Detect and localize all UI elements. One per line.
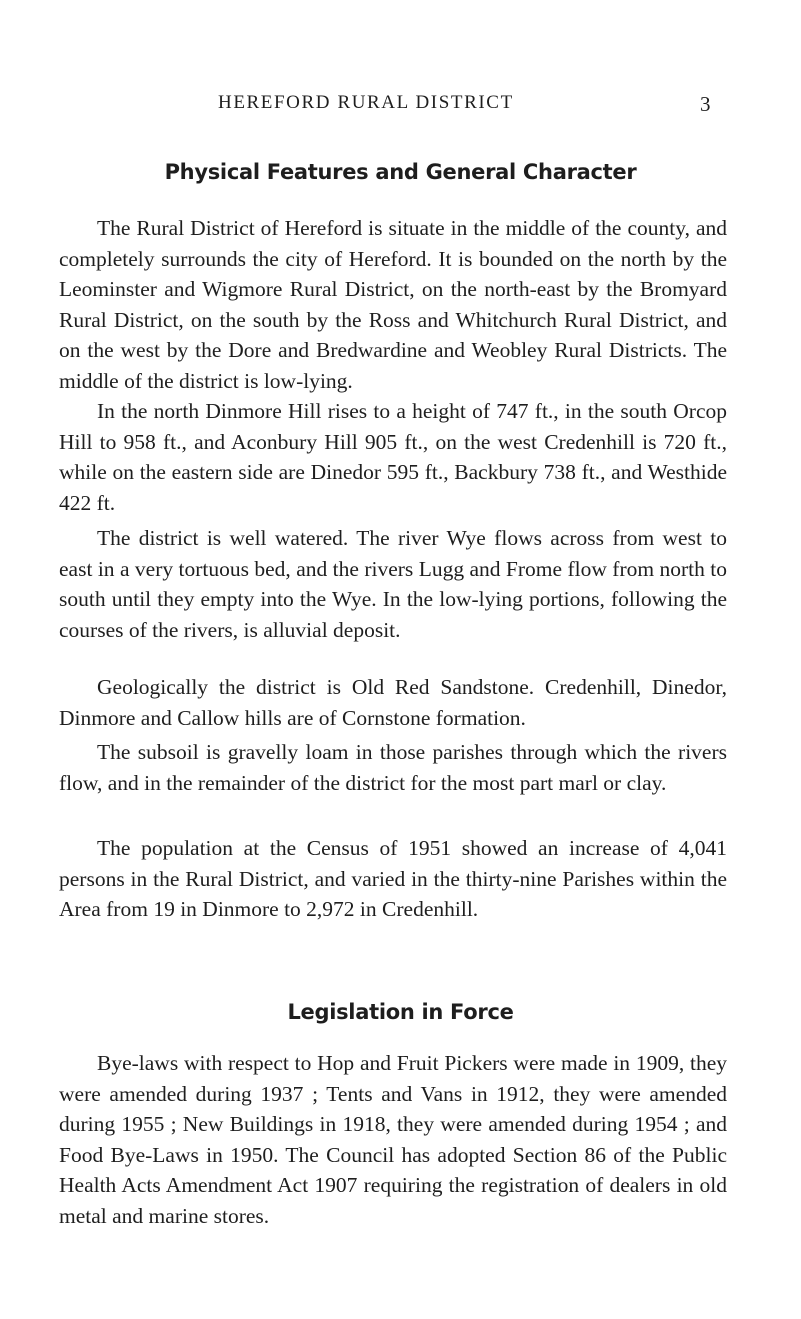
page-number: 3	[700, 92, 711, 116]
paragraph-population: The population at the Census of 1951 showed an increase of 4,041 persons in the Rural District, and varied in the thirty-nine Parishes within the Area from 19 in Dinmore to 2,972 in Credenhill.	[59, 836, 727, 921]
paragraph-subsoil: The subsoil is gravelly loam in those parishes through which the rivers flow, and in the remainder of the district for the most part marl or clay.	[59, 740, 727, 795]
paragraph-location: The Rural District of Hereford is situate in the middle of the county, and completely surrounds the city of Hereford. It is bounded on the north by the Leominster and Wigmore Rural District, on the north-east by the Bromyard Rural District, on the south by the Ross and Whitchurch Rural District, and on the west by the Dore and Bredwardine and Weobley Rural Districts. The middle of the district is low-lying.	[59, 216, 727, 393]
paragraph-hills: In the north Dinmore Hill rises to a height of 747 ft., in the south Orcop Hill to 958 ft., and Aconbury Hill 905 ft., on the west Credenhill is 720 ft., while on the eastern side are Dinedor 595 ft., Backbury 738 ft., and Westhide 422 ft.	[59, 399, 727, 515]
paragraph-rivers: The district is well watered. The river Wye flows across from west to east in a very tortuous bed, and the rivers Lugg and Frome flow from north to south until they empty into the Wye. In the low-lying portions, following the courses of the rivers, is alluvial deposit.	[59, 526, 727, 642]
paragraph-geology: Geologically the district is Old Red Sandstone. Credenhill, Dinedor, Dinmore and Callow hills are of Cornstone formation.	[59, 675, 727, 730]
section-heading-physical-features: Physical Features and General Character	[164, 160, 637, 184]
paragraph-bye-laws: Bye-laws with respect to Hop and Fruit Pickers were made in 1909, they were amended during 1937 ; Tents and Vans in 1912, they were amended during 1955 ; New Buildings in 1918, they were amended during 1954 ; and Food Bye-Laws in 1950. The Council has adopted Section 86 of the Public Health Acts Amendment Act 1907 requiring the registration of dealers in old metal and marine stores.	[59, 1051, 727, 1228]
section-heading-legislation: Legislation in Force	[287, 1000, 514, 1024]
running-header-title: HEREFORD RURAL DISTRICT	[218, 92, 514, 113]
